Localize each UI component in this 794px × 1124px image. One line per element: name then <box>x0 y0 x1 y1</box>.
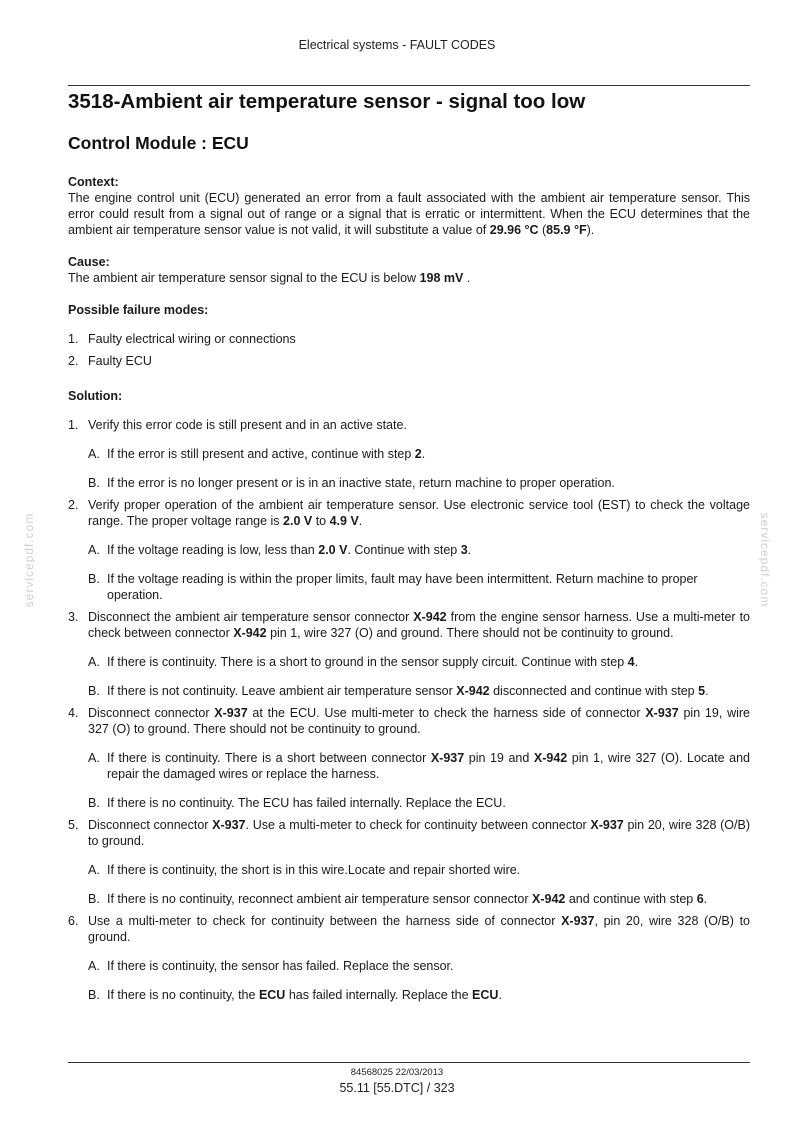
footer-page-number: 55.11 [55.DTC] / 323 <box>339 1081 455 1095</box>
solution-step-3-b: B. If there is not continuity. Leave ambient air temperature sensor X-942 disconnected and continue with step 5. <box>88 684 709 698</box>
list-item: 2. Faulty ECU <box>68 354 152 368</box>
watermark-left: servicepdf.com <box>22 512 36 608</box>
header-rule <box>68 85 750 86</box>
solution-step-6-b: B. If there is no continuity, the ECU has failed internally. Replace the ECU. <box>88 988 502 1002</box>
solution-step-4-b: B. If there is no continuity. The ECU has failed internally. Replace the ECU. <box>88 796 506 810</box>
cause-label: Cause: <box>68 255 110 269</box>
solution-step-6: 6. Use a multi-meter to check for continuity between the harness side of connector X-937, pin 20, wire 328 (O/B) to ground. <box>68 914 750 944</box>
cause-text: The ambient air temperature sensor signal to the ECU is below 198 mV . <box>68 271 471 285</box>
context-text: The engine control unit (ECU) generated an error from a fault associated with the ambient air temperature sensor. This error could result from a signal out of range or a signal that is erratic or intermittent. When the ECU determines that the ambient air temperature sensor value is not valid, it will substitute a value of 29.96 °C (85.9 °F). <box>68 191 750 237</box>
solution-step-1-a: A. If the error is still present and active, continue with step 2. <box>88 447 426 461</box>
footer-rule <box>68 1062 750 1063</box>
solution-step-2-b: B. If the voltage reading is within the proper limits, fault may have been intermittent. Return machine to proper operation. <box>88 572 698 602</box>
solution-step-3: 3. Disconnect the ambient air temperature sensor connector X-942 from the engine sensor harness. Use a multi-meter to check between connector X-942 pin 1, wire 327 (O) and ground. There should not be continuity to ground. <box>68 610 750 640</box>
failure-modes-section <box>68 302 750 369</box>
control-module-heading: Control Module : ECU <box>68 133 249 153</box>
cause-section <box>68 254 750 286</box>
footer-doc-code: 84568025 22/03/2013 <box>350 1067 444 1078</box>
solution-step-5-a: A. If there is continuity, the short is in this wire.Locate and repair shorted wire. <box>88 863 521 877</box>
solution-step-4-a: A. If there is continuity. There is a short between connector X-937 pin 19 and X-942 pin 1, wire 327 (O). Locate and repair the damaged wires or replace the harness. <box>88 751 750 781</box>
solution-step-2: 2. Verify proper operation of the ambient air temperature sensor. Use electronic service tool (EST) to check the voltage range. The proper voltage range is 2.0 V to 4.9 V. <box>68 498 750 528</box>
list-item: 1. Faulty electrical wiring or connections <box>68 332 296 346</box>
solution-step-1-b: B. If the error is no longer present or is in an inactive state, return machine to proper operation. <box>88 476 615 490</box>
solution-label: Solution: <box>68 389 123 403</box>
watermark-right: servicepdf.com <box>758 512 772 608</box>
solution-step-5: 5. Disconnect connector X-937. Use a multi-meter to check for continuity between connector X-937 pin 20, wire 328 (O/B) to ground. <box>68 818 750 848</box>
page-content <box>68 90 750 1003</box>
solution-section <box>68 388 750 1003</box>
solution-step-5-b: B. If there is no continuity, reconnect ambient air temperature sensor connector X-942 and continue with step 6. <box>88 892 708 906</box>
solution-step-1: 1. Verify this error code is still present and in an active state. <box>68 418 407 432</box>
running-header: Electrical systems - FAULT CODES <box>298 38 496 52</box>
page-title: 3518-Ambient air temperature sensor - signal too low <box>68 90 586 113</box>
solution-step-6-a: A. If there is continuity, the sensor has failed. Replace the sensor. <box>88 959 454 973</box>
context-section <box>68 174 750 238</box>
solution-step-4: 4. Disconnect connector X-937 at the ECU. Use multi-meter to check the harness side of connector X-937 pin 19, wire 327 (O) to ground. There should not be continuity to ground. <box>68 706 750 736</box>
failure-modes-label: Possible failure modes: <box>68 303 209 317</box>
solution-step-3-a: A. If there is continuity. There is a short to ground in the sensor supply circuit. Continue with step 4. <box>88 655 639 669</box>
context-label: Context: <box>68 175 119 189</box>
solution-step-2-a: A. If the voltage reading is low, less than 2.0 V. Continue with step 3. <box>88 543 472 557</box>
